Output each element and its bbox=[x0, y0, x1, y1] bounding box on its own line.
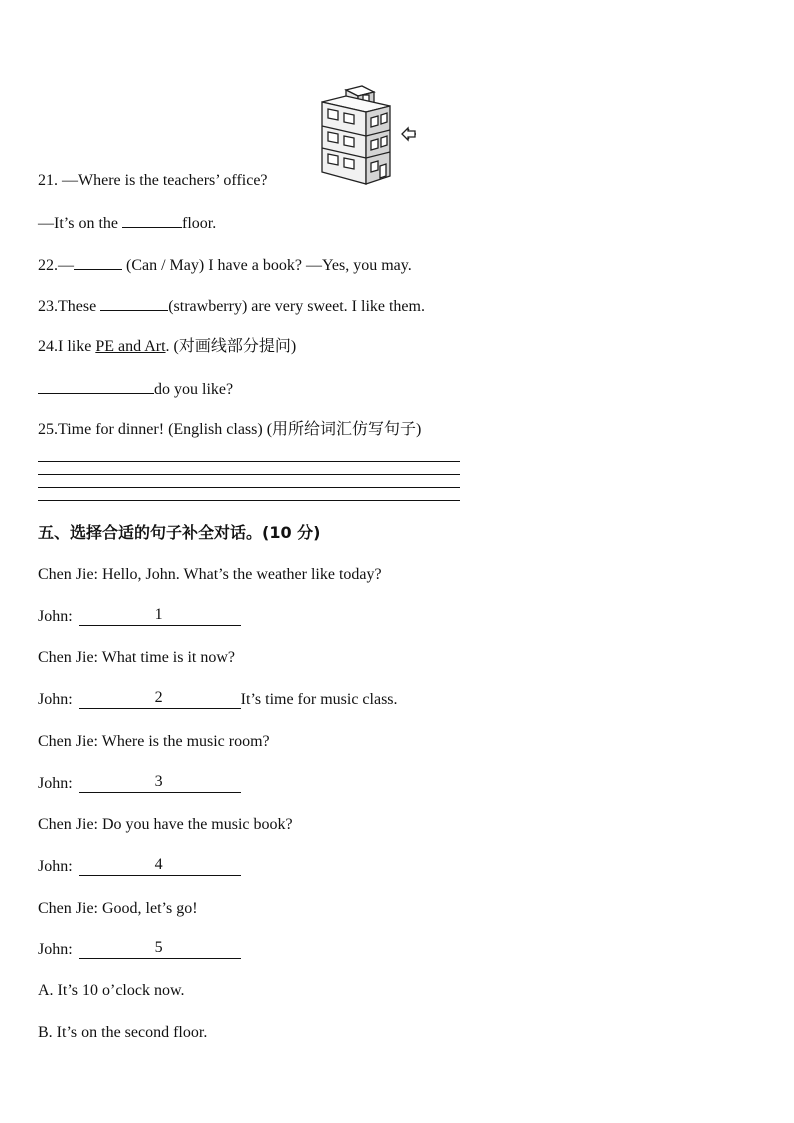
speaker-name: Chen Jie: bbox=[38, 816, 98, 834]
building-illustration bbox=[318, 84, 418, 188]
option-item: B. It’s on the second floor. bbox=[38, 1024, 208, 1041]
answer-blank-1[interactable] bbox=[79, 607, 241, 627]
blank-number: 3 bbox=[154, 772, 163, 790]
dialogue-line bbox=[38, 857, 241, 877]
dialogue-line bbox=[38, 899, 198, 919]
answer-blank[interactable] bbox=[100, 295, 168, 311]
underlined-phrase: PE and Art bbox=[95, 338, 166, 355]
answer-24 bbox=[38, 378, 233, 400]
dash: — bbox=[58, 257, 74, 274]
blank-number: 5 bbox=[154, 939, 163, 957]
dialogue-text: Hello, John. What’s the weather like today? bbox=[98, 566, 382, 583]
speaker-name: John: bbox=[38, 774, 73, 792]
question-text: (Can / May) I have a book? —Yes, you may. bbox=[122, 257, 412, 274]
writing-line[interactable] bbox=[38, 487, 460, 488]
speaker-name: John: bbox=[38, 857, 73, 875]
answer-blank[interactable] bbox=[122, 212, 182, 228]
answer-21 bbox=[38, 212, 216, 234]
question-22 bbox=[38, 254, 412, 276]
option-item: A. It’s 10 o’clock now. bbox=[38, 982, 185, 999]
question-prefix: I like bbox=[58, 338, 96, 355]
dialogue-line bbox=[38, 648, 235, 668]
question-number: 22. bbox=[38, 257, 58, 274]
question-25 bbox=[38, 420, 421, 440]
speaker-name: Chen Jie: bbox=[38, 566, 98, 583]
blank-number: 1 bbox=[154, 605, 163, 623]
dialogue-line bbox=[38, 690, 398, 710]
dialogue-line bbox=[38, 565, 382, 585]
question-21 bbox=[38, 171, 268, 191]
question-text: Time for dinner! (English class) (用所给词汇仿写句子) bbox=[58, 421, 422, 438]
question-text: (strawberry) are very sweet. I like them. bbox=[168, 298, 425, 315]
dialogue-line bbox=[38, 774, 241, 794]
question-number: 25. bbox=[38, 421, 58, 438]
blank-number: 2 bbox=[154, 689, 163, 707]
dialogue-line bbox=[38, 607, 241, 627]
question-text: . —Where is the teachers’ office? bbox=[54, 172, 268, 189]
question-number: 24. bbox=[38, 338, 58, 355]
answer-suffix: floor. bbox=[182, 215, 217, 232]
blank-number: 4 bbox=[154, 855, 163, 873]
question-number: 23. bbox=[38, 298, 58, 315]
answer-prefix: —It’s on the bbox=[38, 215, 122, 232]
question-number: 21 bbox=[38, 172, 54, 189]
speaker-name: Chen Jie: bbox=[38, 899, 98, 917]
writing-line[interactable] bbox=[38, 500, 460, 501]
speaker-name: Chen Jie: bbox=[38, 649, 98, 667]
answer-suffix: do you like? bbox=[154, 381, 234, 398]
answer-blank-4[interactable] bbox=[79, 857, 241, 877]
answer-blank-2[interactable] bbox=[79, 690, 241, 710]
dialogue-text: Do you have the music book? bbox=[98, 816, 293, 834]
answer-blank-3[interactable] bbox=[79, 774, 241, 794]
question-24 bbox=[38, 337, 296, 357]
dialogue-line bbox=[38, 732, 270, 752]
dialogue-text: It’s time for music class. bbox=[240, 691, 398, 709]
speaker-name: John: bbox=[38, 691, 73, 709]
speaker-name: Chen Jie: bbox=[38, 732, 98, 750]
answer-blank[interactable] bbox=[38, 378, 154, 394]
answer-blank-5[interactable] bbox=[79, 940, 241, 960]
dialogue-text: Good, let’s go! bbox=[98, 899, 198, 917]
answer-blank[interactable] bbox=[74, 254, 122, 270]
dialogue-text: What time is it now? bbox=[98, 649, 236, 667]
speaker-name: John: bbox=[38, 607, 73, 625]
dialogue-text: Where is the music room? bbox=[98, 732, 270, 750]
question-prefix: These bbox=[58, 298, 101, 315]
question-suffix: . (对画线部分提问) bbox=[165, 338, 297, 355]
question-23 bbox=[38, 295, 425, 317]
dialogue-line bbox=[38, 815, 293, 835]
writing-line[interactable] bbox=[38, 461, 460, 462]
speaker-name: John: bbox=[38, 941, 73, 959]
writing-line[interactable] bbox=[38, 474, 460, 475]
section-heading: 五、选择合适的句子补全对话。(10 分) bbox=[38, 523, 321, 542]
dialogue-line bbox=[38, 940, 241, 960]
